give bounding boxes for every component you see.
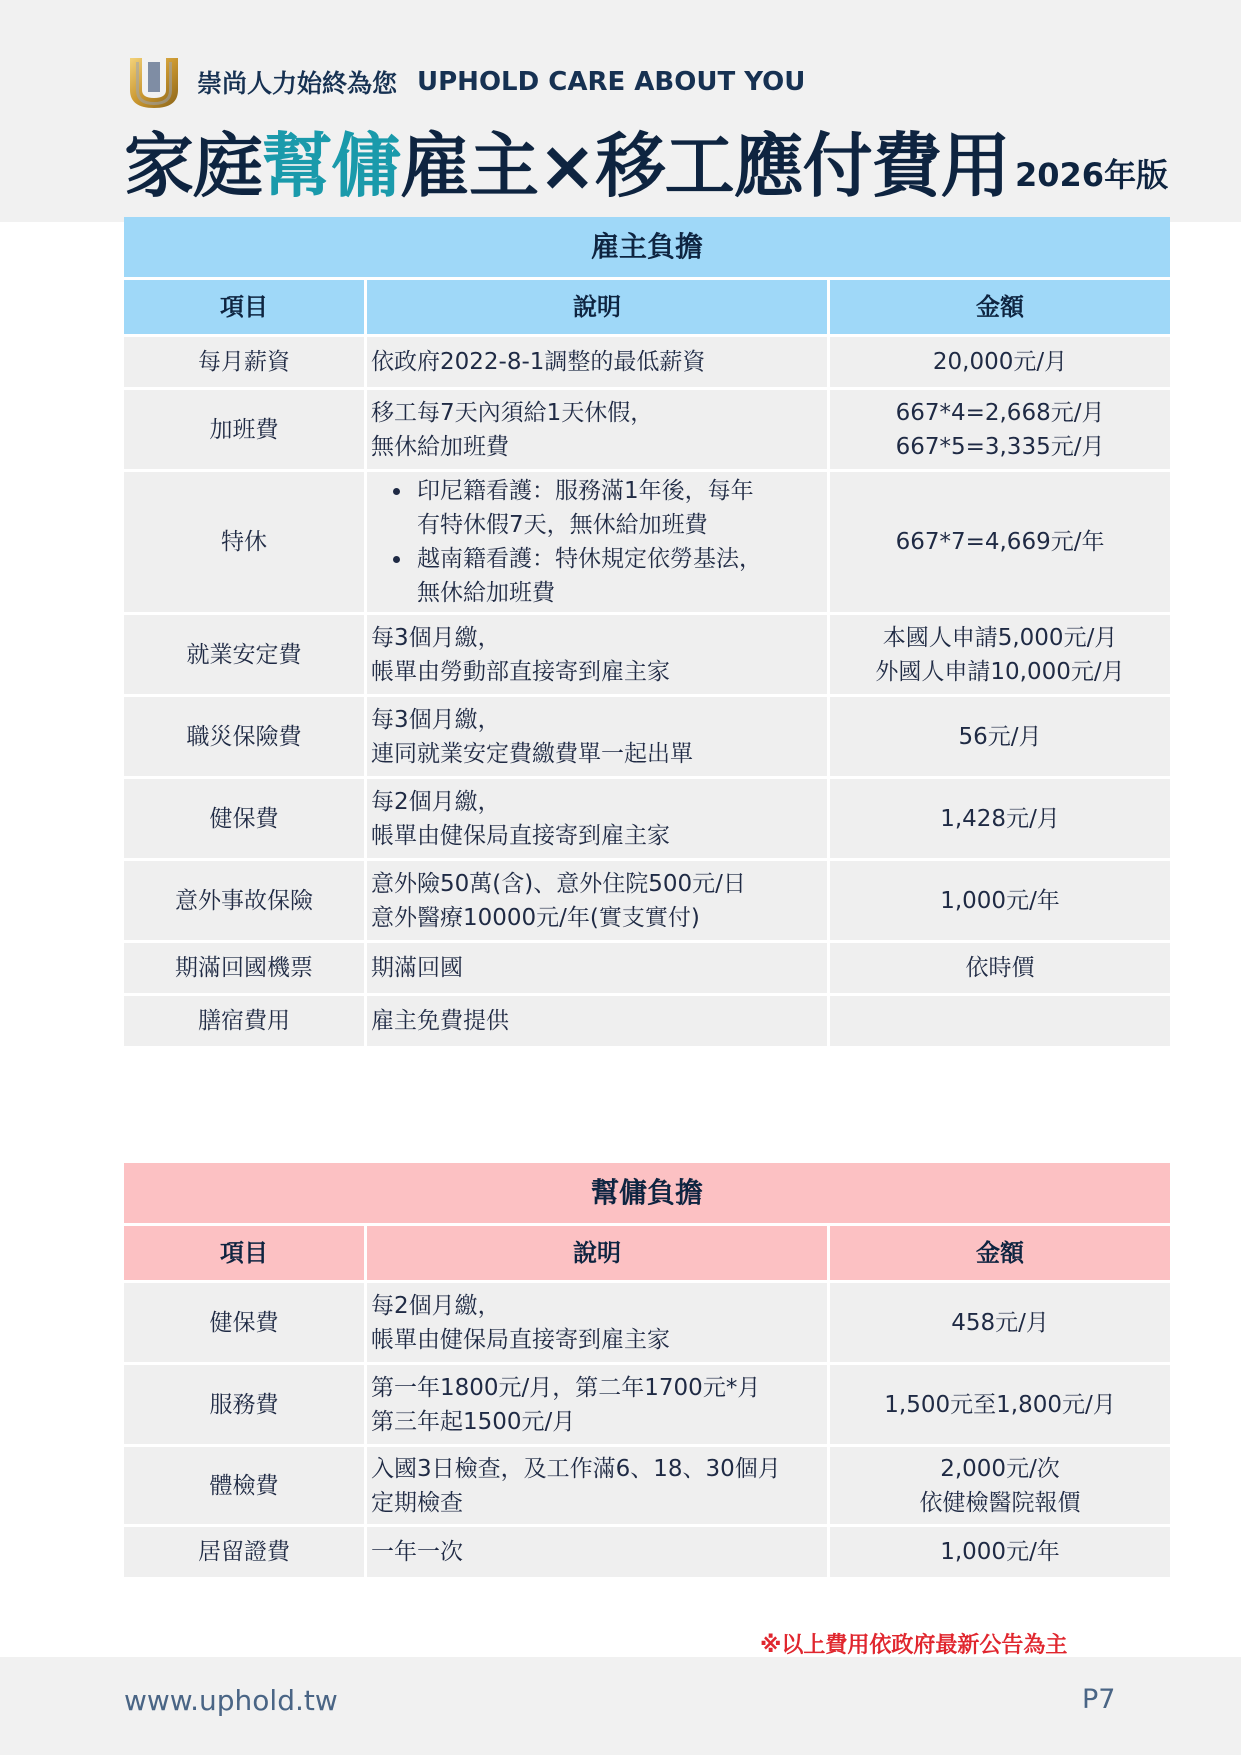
row-amount — [830, 1365, 1170, 1444]
description-line: 意外險50萬(含)、意外住院500元/日 — [371, 870, 746, 897]
amount-line: 667*4=2,668元/月 — [895, 399, 1105, 426]
title-highlight: 幫傭 — [262, 125, 400, 207]
row-amount — [830, 697, 1170, 776]
table-row — [124, 1527, 1170, 1577]
employer-cost-table — [121, 214, 1173, 1049]
row-amount — [830, 1283, 1170, 1362]
amount-line: 1,000元/年 — [940, 1539, 1060, 1565]
row-description — [367, 615, 827, 694]
column-header-amount: 金額 — [830, 1226, 1170, 1280]
column-header-description: 說明 — [367, 1226, 827, 1280]
row-amount — [830, 1527, 1170, 1577]
table-row — [124, 1447, 1170, 1524]
description-line: 依政府2022-8-1調整的最低薪資 — [371, 349, 706, 375]
description-line: 連同就業安定費繳費單一起出單 — [371, 740, 693, 767]
title-part-2: 雇主×移工應付費用 — [400, 125, 1010, 207]
bullet-list — [371, 474, 827, 610]
brand-slogan-zh: 崇尚人力始終為您 — [197, 69, 398, 98]
description-line: 第三年起1500元/月 — [371, 1408, 576, 1435]
amount-line: 1,000元/年 — [940, 887, 1060, 914]
column-header-amount: 金額 — [830, 280, 1170, 334]
bullet-item — [379, 474, 827, 542]
row-amount — [830, 996, 1170, 1046]
description-line: 帳單由勞動部直接寄到雇主家 — [371, 658, 670, 685]
description-line: 入國3日檢查，及工作滿6、18、30個月 — [371, 1455, 781, 1482]
amount-line: 1,428元/月 — [940, 805, 1060, 832]
table-row — [124, 943, 1170, 993]
amount-line: 1,500元至1,800元/月 — [884, 1391, 1116, 1418]
row-description — [367, 472, 827, 612]
row-item-name: 特休 — [124, 472, 364, 612]
row-item-name: 居留證費 — [124, 1527, 364, 1577]
brand-slogan-en: UPHOLD CARE ABOUT YOU — [417, 67, 806, 97]
description-line: 意外醫療10000元/年(實支實付) — [371, 904, 700, 931]
table-row — [124, 996, 1170, 1046]
amount-line: 20,000元/月 — [932, 349, 1068, 375]
table-row — [124, 779, 1170, 858]
row-amount — [830, 472, 1170, 612]
row-description — [367, 1283, 827, 1362]
row-description — [367, 390, 827, 469]
row-description — [367, 337, 827, 387]
description-line: 一年一次 — [371, 1539, 463, 1565]
row-amount — [830, 779, 1170, 858]
row-item-name: 每月薪資 — [124, 337, 364, 387]
bullet-line: 印尼籍看護：服務滿1年後，每年 — [417, 478, 754, 504]
page-title — [124, 124, 1010, 208]
row-item-name: 加班費 — [124, 390, 364, 469]
description-line: 每3個月繳， — [371, 706, 501, 733]
description-line: 每2個月繳， — [371, 788, 501, 815]
row-description — [367, 861, 827, 940]
table-row — [124, 1283, 1170, 1362]
row-item-name: 膳宿費用 — [124, 996, 364, 1046]
description-line: 雇主免費提供 — [371, 1008, 509, 1034]
row-item-name: 期滿回國機票 — [124, 943, 364, 993]
amount-line: 667*5=3,335元/月 — [895, 433, 1105, 460]
bullet-line: 無休給加班費 — [417, 580, 555, 606]
bullet-line: 越南籍看護：特休規定依勞基法， — [417, 546, 762, 572]
description-line: 期滿回國 — [371, 955, 463, 981]
row-description — [367, 697, 827, 776]
description-line: 無休給加班費 — [371, 433, 509, 460]
row-amount — [830, 615, 1170, 694]
description-line: 第一年1800元/月，第二年1700元*月 — [371, 1374, 761, 1401]
row-description — [367, 1365, 827, 1444]
description-line: 帳單由健保局直接寄到雇主家 — [371, 822, 670, 849]
row-item-name: 職災保險費 — [124, 697, 364, 776]
description-line: 定期檢查 — [371, 1489, 463, 1516]
description-line: 每2個月繳， — [371, 1292, 501, 1319]
row-item-name: 就業安定費 — [124, 615, 364, 694]
uphold-logo-icon — [128, 56, 180, 110]
row-description — [367, 943, 827, 993]
row-item-name: 健保費 — [124, 1283, 364, 1362]
table-row — [124, 337, 1170, 387]
amount-line: 667*7=4,669元/年 — [895, 529, 1105, 555]
brand-line — [197, 62, 805, 102]
row-item-name: 健保費 — [124, 779, 364, 858]
description-line: 帳單由健保局直接寄到雇主家 — [371, 1326, 670, 1353]
row-amount — [830, 1447, 1170, 1524]
row-item-name: 意外事故保險 — [124, 861, 364, 940]
column-header-description: 說明 — [367, 280, 827, 334]
column-header-item: 項目 — [124, 1226, 364, 1280]
amount-line: 外國人申請10,000元/月 — [875, 658, 1125, 685]
row-item-name: 體檢費 — [124, 1447, 364, 1524]
employer-table-body — [124, 337, 1170, 1046]
description-line: 每3個月繳， — [371, 624, 501, 651]
amount-line: 56元/月 — [958, 723, 1042, 750]
maid-section-title: 幫傭負擔 — [124, 1163, 1170, 1223]
row-item-name: 服務費 — [124, 1365, 364, 1444]
row-amount — [830, 337, 1170, 387]
maid-table-body — [124, 1283, 1170, 1577]
amount-line: 458元/月 — [951, 1309, 1049, 1336]
bullet-line: 有特休假7天，無休給加班費 — [417, 512, 708, 538]
row-amount — [830, 861, 1170, 940]
disclaimer-note: ※以上費用依政府最新公告為主 — [760, 1633, 1068, 1658]
amount-line: 依健檢醫院報價 — [919, 1489, 1081, 1516]
row-description — [367, 1447, 827, 1524]
employer-section-title: 雇主負擔 — [124, 217, 1170, 277]
amount-line: 本國人申請5,000元/月 — [882, 624, 1118, 651]
page-number: P7 — [1082, 1684, 1116, 1715]
maid-cost-table — [121, 1160, 1173, 1580]
column-header-item: 項目 — [124, 280, 364, 334]
description-line: 移工每7天內須給1天休假， — [371, 399, 654, 426]
table-row — [124, 615, 1170, 694]
row-description — [367, 996, 827, 1046]
row-description — [367, 779, 827, 858]
amount-line: 2,000元/次 — [940, 1455, 1060, 1482]
row-amount — [830, 390, 1170, 469]
table-row — [124, 472, 1170, 612]
table-row — [124, 861, 1170, 940]
table-row — [124, 1365, 1170, 1444]
bullet-item — [379, 542, 827, 610]
row-amount — [830, 943, 1170, 993]
amount-line: 依時價 — [965, 955, 1035, 981]
footer-url[interactable]: www.uphold.tw — [124, 1684, 338, 1717]
row-description — [367, 1527, 827, 1577]
table-row — [124, 697, 1170, 776]
edition-label: 2026年版 — [1015, 156, 1169, 194]
table-row — [124, 390, 1170, 469]
title-part-1: 家庭 — [124, 125, 262, 207]
